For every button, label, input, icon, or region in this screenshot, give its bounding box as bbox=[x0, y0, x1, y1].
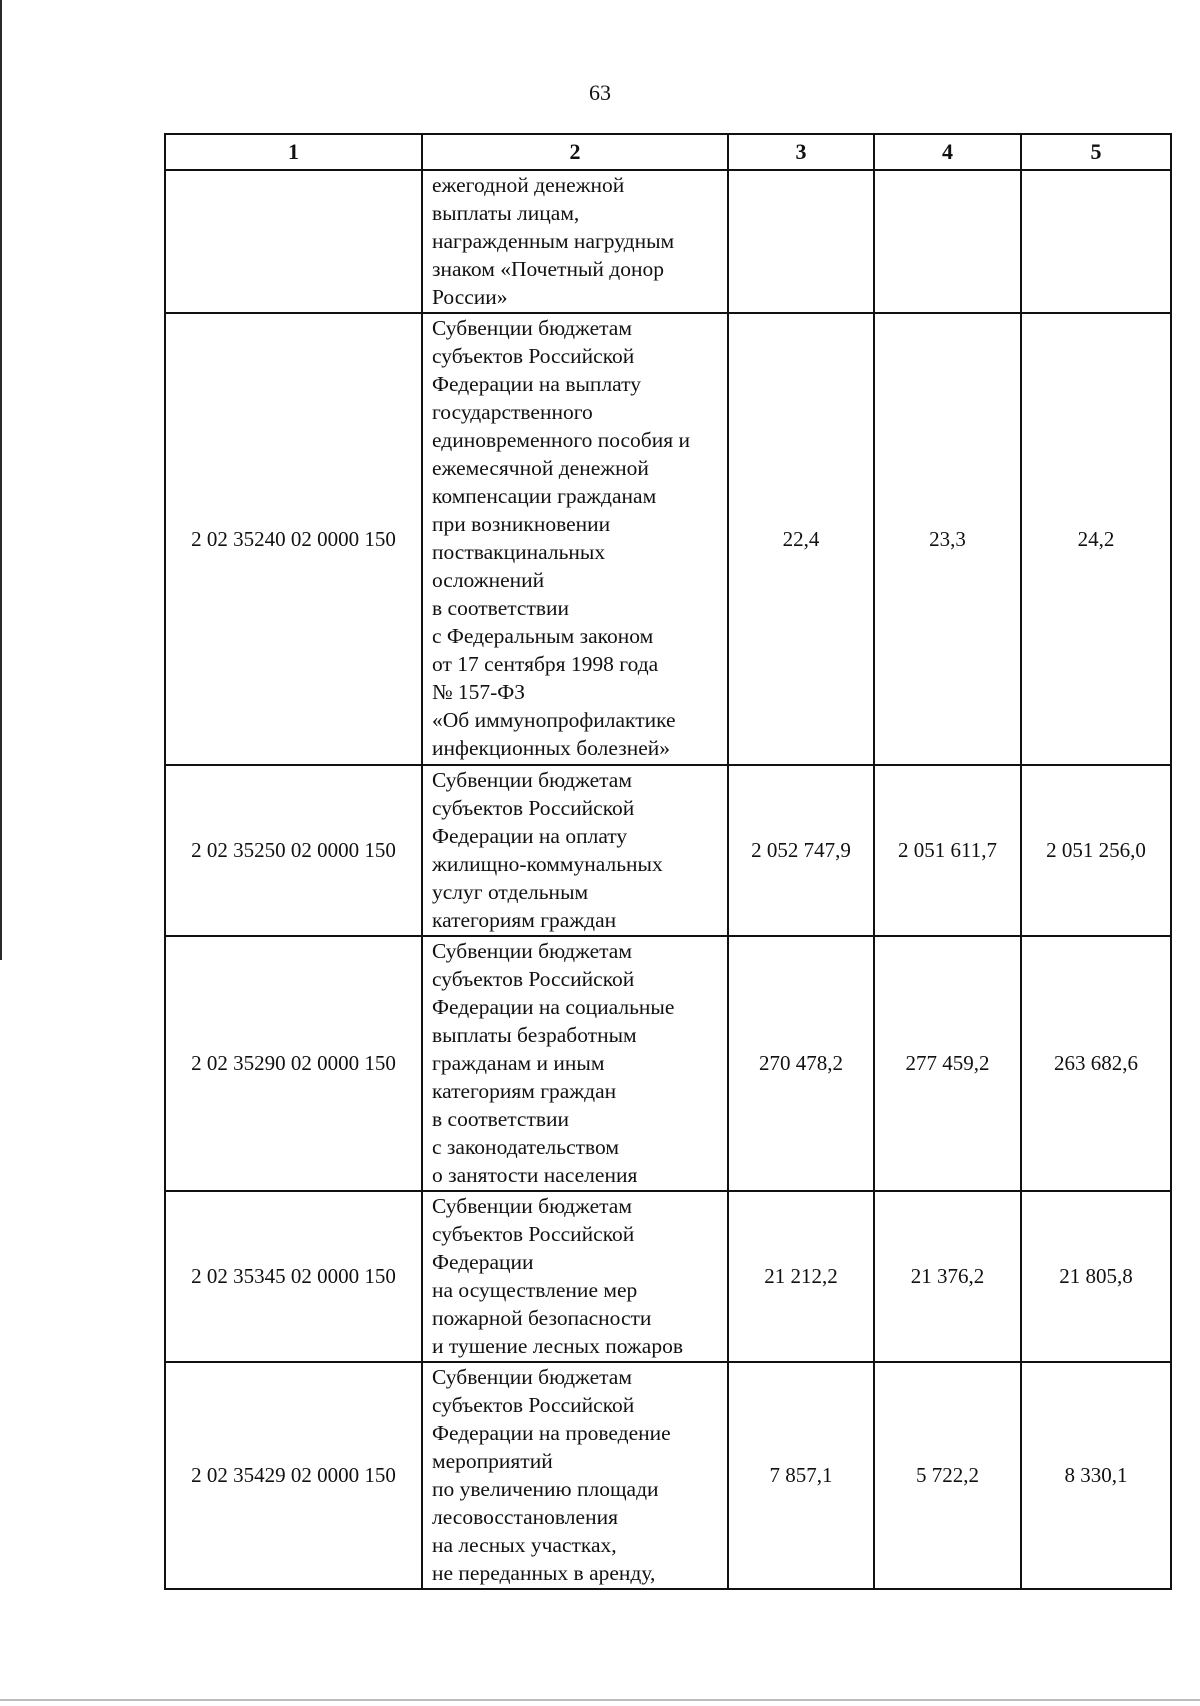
scan-edge-left bbox=[0, 0, 2, 960]
row-value-col-4: 2 051 611,7 bbox=[874, 765, 1021, 936]
row-description-text: Субвенции бюджетам субъектов Российской Федерации на проведение мероприятий по увеличению площади лесовосстановления на лесных участках, не переданных в аренду, bbox=[432, 1365, 671, 1585]
row-code: 2 02 35429 02 0000 150 bbox=[165, 1362, 422, 1589]
row-value-col-5 bbox=[1021, 170, 1171, 313]
row-description bbox=[422, 170, 728, 313]
page-number: 63 bbox=[589, 80, 611, 105]
row-value-col-4: 277 459,2 bbox=[874, 936, 1021, 1191]
header-col-3: 3 bbox=[728, 134, 874, 170]
row-value-col-5: 8 330,1 bbox=[1021, 1362, 1171, 1589]
row-code: 2 02 35240 02 0000 150 bbox=[165, 313, 422, 765]
header-col-5: 5 bbox=[1021, 134, 1171, 170]
row-description bbox=[422, 936, 728, 1191]
row-value-col-5: 24,2 bbox=[1021, 313, 1171, 765]
table-row bbox=[165, 765, 1171, 936]
table-row bbox=[165, 170, 1171, 313]
row-value-col-3 bbox=[728, 170, 874, 313]
row-code: 2 02 35345 02 0000 150 bbox=[165, 1191, 422, 1362]
row-value-col-5: 21 805,8 bbox=[1021, 1191, 1171, 1362]
scan-edge-bottom bbox=[0, 1699, 1200, 1701]
row-description bbox=[422, 313, 728, 765]
row-value-col-5: 263 682,6 bbox=[1021, 936, 1171, 1191]
row-description-text: Субвенции бюджетам субъектов Российской Федерации на социальные выплаты безработным гражданам и иным категориям граждан в соответствии с законодательством о занятости населения bbox=[432, 939, 675, 1187]
row-value-col-3: 270 478,2 bbox=[728, 936, 874, 1191]
row-value-col-3: 21 212,2 bbox=[728, 1191, 874, 1362]
table-row bbox=[165, 1362, 1171, 1589]
row-value-col-3: 22,4 bbox=[728, 313, 874, 765]
row-description bbox=[422, 1362, 728, 1589]
header-col-1: 1 bbox=[165, 134, 422, 170]
row-code bbox=[165, 170, 422, 313]
row-code: 2 02 35250 02 0000 150 bbox=[165, 765, 422, 936]
budget-table bbox=[164, 133, 1172, 1590]
header-col-4: 4 bbox=[874, 134, 1021, 170]
header-row bbox=[165, 134, 1171, 170]
row-value-col-4: 23,3 bbox=[874, 313, 1021, 765]
table-row bbox=[165, 1191, 1171, 1362]
row-description-text: ежегодной денежной выплаты лицам, награжденным нагрудным знаком «Почетный донор России» bbox=[432, 173, 675, 309]
row-value-col-3: 2 052 747,9 bbox=[728, 765, 874, 936]
row-description-text: Субвенции бюджетам субъектов Российской Федерации на выплату государственного единовременного пособия и ежемесячной денежной компенсации гражданам при возникновении поствакцинальных осложнений в соответствии с Федеральным законом от 17 сентября 1998 года № 157-ФЗ «Об иммунопрофилактике инфекционных болезней» bbox=[432, 316, 691, 760]
header-col-2: 2 bbox=[422, 134, 728, 170]
row-description bbox=[422, 1191, 728, 1362]
row-code: 2 02 35290 02 0000 150 bbox=[165, 936, 422, 1191]
row-value-col-4: 21 376,2 bbox=[874, 1191, 1021, 1362]
row-description-text: Субвенции бюджетам субъектов Российской Федерации на осуществление мер пожарной безопасности и тушение лесных пожаров bbox=[432, 1194, 683, 1358]
table-row bbox=[165, 936, 1171, 1191]
row-value-col-5: 2 051 256,0 bbox=[1021, 765, 1171, 936]
table-row bbox=[165, 313, 1171, 765]
row-value-col-4: 5 722,2 bbox=[874, 1362, 1021, 1589]
row-description-text: Субвенции бюджетам субъектов Российской Федерации на оплату жилищно-коммунальных услуг отдельным категориям граждан bbox=[432, 768, 663, 932]
row-value-col-3: 7 857,1 bbox=[728, 1362, 874, 1589]
row-value-col-4 bbox=[874, 170, 1021, 313]
row-description bbox=[422, 765, 728, 936]
